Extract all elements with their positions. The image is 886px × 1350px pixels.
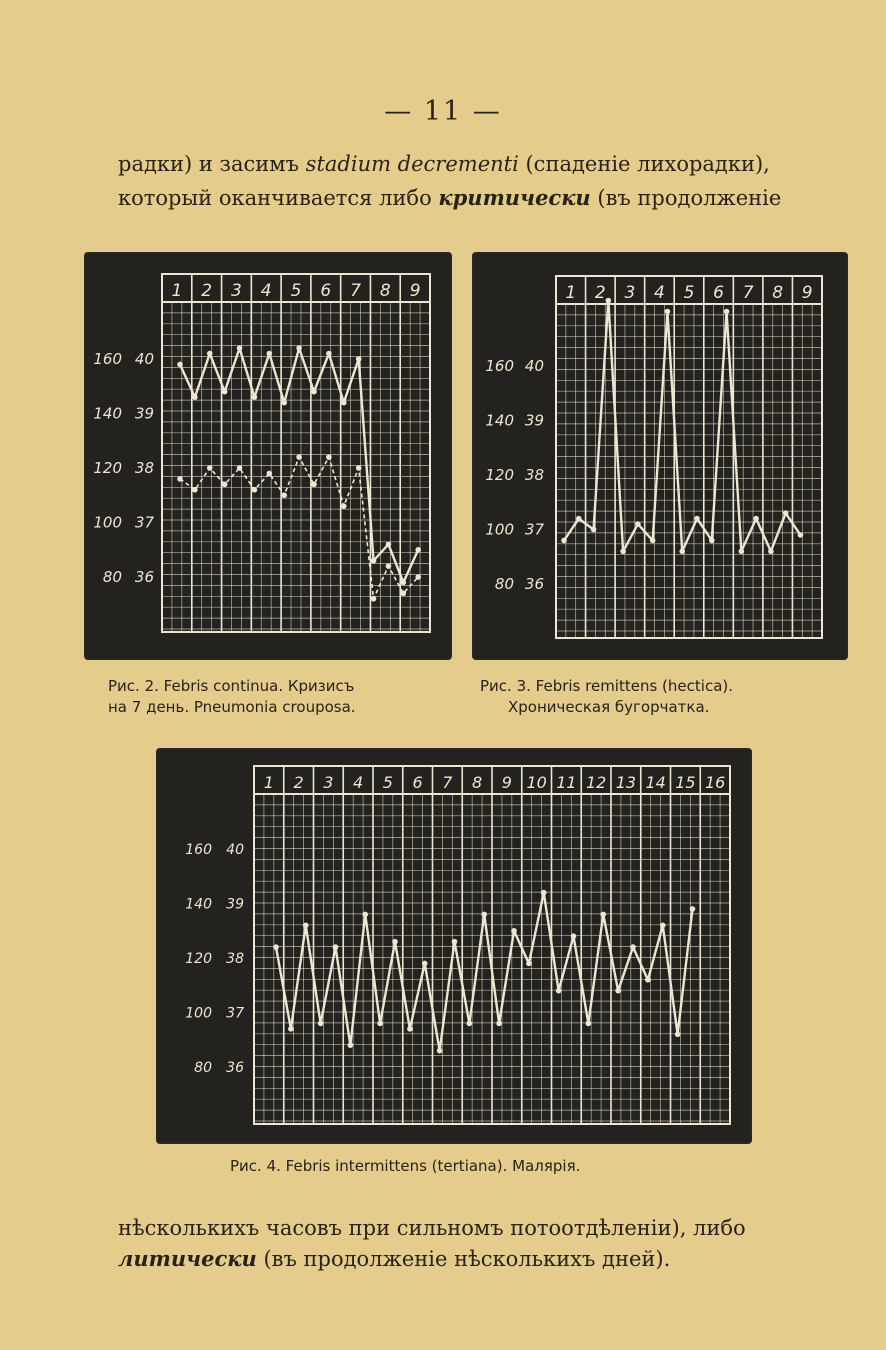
temperature-data-point	[768, 549, 774, 555]
temperature-data-point	[392, 939, 398, 945]
day-tick-label: 5	[382, 773, 393, 792]
pulse-axis-label: 80	[494, 575, 514, 593]
temperature-data-point	[798, 532, 804, 538]
temperature-data-point	[452, 939, 458, 945]
pulse-data-point	[415, 574, 421, 580]
temperature-data-point	[296, 345, 302, 351]
figure-3-caption-line-2: Хроническая бугорчатка.	[508, 698, 710, 716]
pulse-axis-label: 160	[185, 842, 212, 858]
grid-frame	[556, 276, 822, 638]
figure-4-caption: Рис. 4. Febris intermittens (tertiana). Малярія.	[230, 1157, 581, 1175]
day-tick-label: 7	[742, 283, 754, 303]
temperature-data-point	[650, 538, 656, 544]
day-tick-label: 6	[320, 281, 332, 301]
day-tick-label: 11	[556, 773, 577, 792]
figure-3-svg	[472, 252, 848, 660]
figure-3-caption-line-1: Рис. 3. Febris remittens (hectica).	[480, 677, 734, 695]
bottom-paragraph-line-2	[118, 1244, 808, 1274]
temperature-data-point	[318, 1021, 324, 1027]
pulse-data-point	[192, 487, 198, 493]
temperature-data-point	[467, 1021, 473, 1027]
temperature-data-point	[422, 961, 428, 967]
temperature-series-line	[564, 301, 800, 552]
temperature-data-point	[541, 890, 547, 896]
temperature-axis-label: 36	[226, 1060, 244, 1076]
day-tick-label: 2	[293, 773, 304, 792]
figure-2-caption-line-2: на 7 день. Pneumonia crouposa.	[108, 698, 356, 716]
figure-4-svg	[156, 748, 752, 1144]
temperature-data-point	[401, 580, 407, 586]
text-segment: радки) и засимъ	[118, 152, 306, 176]
figure-2-svg	[84, 252, 452, 660]
temperature-data-point	[675, 1032, 681, 1038]
day-tick-label: 9	[409, 281, 421, 301]
temperature-data-point	[591, 527, 597, 533]
temperature-data-point	[511, 928, 517, 934]
pulse-data-point	[326, 454, 332, 460]
day-tick-label: 4	[260, 281, 272, 301]
pulse-data-point	[281, 492, 287, 498]
figure-2-chart	[84, 252, 452, 660]
temperature-axis-label: 39	[134, 404, 154, 423]
day-tick-label: 5	[290, 281, 302, 301]
temperature-data-point	[679, 549, 685, 555]
temperature-data-point	[386, 542, 392, 548]
temperature-axis-label: 38	[134, 459, 154, 477]
figure-2-caption-line-1: Рис. 2. Febris continua. Кризисъ	[108, 677, 355, 695]
figure-4-chart	[156, 748, 752, 1144]
day-tick-label: 16	[704, 773, 726, 792]
temperature-data-point	[660, 923, 666, 929]
temperature-data-point	[237, 345, 243, 351]
temperature-data-point	[783, 510, 789, 516]
temperature-axis-label: 37	[524, 520, 544, 539]
temperature-data-point	[362, 912, 368, 918]
temperature-data-point	[267, 351, 273, 357]
top-paragraph-line-1	[118, 150, 808, 179]
pulse-data-point	[341, 503, 347, 509]
temperature-data-point	[222, 389, 228, 395]
pulse-axis-label: 100	[185, 1005, 212, 1022]
temperature-data-point	[333, 944, 339, 950]
temperature-data-point	[356, 356, 362, 362]
temperature-data-point	[273, 944, 279, 950]
temperature-data-point	[576, 516, 582, 522]
temperature-data-point	[341, 400, 347, 406]
temperature-data-point	[192, 394, 198, 400]
top-paragraph-line-2	[118, 183, 808, 213]
temperature-axis-label: 40	[226, 842, 244, 858]
temperature-data-point	[630, 944, 636, 950]
day-tick-label: 8	[472, 773, 483, 792]
temperature-data-point	[326, 351, 332, 357]
temperature-data-point	[303, 923, 309, 929]
day-tick-label: 6	[412, 773, 423, 792]
temperature-data-point	[586, 1021, 592, 1027]
day-tick-label: 4	[654, 283, 665, 303]
pulse-data-point	[267, 471, 273, 477]
day-tick-label: 2	[201, 281, 213, 301]
day-tick-label: 5	[683, 283, 695, 303]
temperature-data-point	[665, 309, 671, 315]
day-tick-label: 14	[645, 773, 666, 792]
italic-term: литически	[118, 1246, 257, 1271]
pulse-data-point	[252, 487, 258, 493]
italic-term: критически	[438, 185, 591, 210]
pulse-axis-label: 160	[485, 357, 514, 375]
pulse-data-point	[177, 476, 183, 482]
pulse-axis-label: 140	[93, 404, 122, 423]
temperature-axis-label: 37	[134, 513, 154, 532]
temperature-data-point	[600, 912, 606, 918]
temperature-data-point	[635, 521, 641, 527]
pulse-axis-label: 80	[194, 1060, 212, 1076]
temperature-axis-label: 37	[226, 1005, 244, 1022]
text-segment: (въ продолженіе нѣсколькихъ дней).	[256, 1247, 671, 1271]
pulse-data-point	[311, 482, 317, 488]
pulse-axis-label: 120	[485, 466, 514, 484]
day-tick-label: 7	[350, 281, 361, 301]
temperature-axis-label: 40	[134, 350, 154, 368]
day-tick-label: 8	[379, 281, 391, 301]
temperature-data-point	[561, 538, 567, 544]
figure-3-chart	[472, 252, 848, 660]
pulse-axis-label: 160	[93, 350, 122, 368]
temperature-data-point	[252, 394, 258, 400]
temperature-data-point	[724, 309, 730, 315]
temperature-data-point	[606, 298, 612, 304]
temperature-axis-label: 40	[524, 357, 544, 375]
temperature-data-point	[526, 961, 532, 967]
pulse-axis-label: 100	[485, 520, 514, 539]
temperature-data-point	[753, 516, 759, 522]
pulse-axis-label: 80	[102, 568, 122, 586]
day-tick-label: 1	[565, 283, 577, 303]
italic-term: stadium decrementi	[305, 152, 519, 176]
temperature-data-point	[709, 538, 715, 544]
day-tick-label: 2	[594, 283, 606, 303]
temperature-axis-label: 38	[226, 951, 244, 967]
pulse-axis-label: 140	[485, 411, 514, 430]
day-tick-label: 4	[353, 773, 364, 792]
pulse-data-point	[401, 591, 407, 597]
temperature-data-point	[288, 1026, 294, 1032]
temperature-axis-label: 38	[524, 466, 544, 484]
temperature-data-point	[281, 400, 287, 406]
temperature-data-point	[311, 389, 317, 395]
day-tick-label: 13	[615, 773, 637, 792]
pulse-data-point	[207, 465, 213, 471]
temperature-axis-label: 36	[134, 568, 154, 586]
day-tick-label: 3	[323, 773, 334, 792]
day-tick-label: 9	[801, 283, 813, 303]
temperature-data-point	[496, 1021, 502, 1027]
day-tick-label: 1	[263, 773, 274, 792]
bottom-paragraph-line-1: нѣсколькихъ часовъ при сильномъ потоотдѣленіи), либо	[118, 1216, 746, 1240]
grid-frame	[162, 274, 430, 632]
day-tick-label: 15	[675, 773, 696, 792]
temperature-data-point	[407, 1026, 413, 1032]
pulse-data-point	[371, 596, 377, 602]
temperature-data-point	[620, 549, 626, 555]
temperature-axis-label: 39	[524, 411, 544, 430]
temperature-data-point	[437, 1048, 443, 1054]
temperature-data-point	[739, 549, 745, 555]
page-number: — 11 —	[384, 96, 502, 127]
temperature-data-point	[694, 516, 700, 522]
day-tick-label: 3	[624, 283, 636, 303]
pulse-data-point	[356, 465, 362, 471]
temperature-axis-label: 36	[524, 575, 544, 593]
text-segment: (спаденіе лихорадки),	[518, 152, 770, 176]
temperature-data-point	[348, 1042, 354, 1048]
temperature-data-point	[481, 912, 487, 918]
day-tick-label: 12	[585, 773, 607, 792]
temperature-data-point	[207, 351, 213, 357]
pulse-data-point	[386, 563, 392, 569]
pulse-axis-label: 140	[185, 896, 212, 913]
pulse-axis-label: 100	[93, 513, 122, 532]
temperature-data-point	[615, 988, 621, 994]
text-segment: который оканчивается либо	[118, 186, 439, 210]
temperature-data-point	[571, 933, 577, 939]
day-tick-label: 3	[231, 281, 242, 301]
temperature-data-point	[377, 1021, 383, 1027]
pulse-axis-label: 120	[185, 951, 212, 967]
day-tick-label: 10	[526, 773, 547, 792]
pulse-data-point	[237, 465, 243, 471]
temperature-data-point	[556, 988, 562, 994]
temperature-data-point	[645, 977, 651, 983]
temperature-data-point	[415, 547, 421, 553]
temperature-data-point	[371, 558, 377, 564]
day-tick-label: 7	[442, 773, 453, 792]
pulse-axis-label: 120	[93, 459, 122, 477]
temperature-axis-label: 39	[226, 896, 244, 913]
text-segment: (въ продолженіе	[590, 186, 782, 210]
pulse-series-line	[180, 457, 418, 599]
day-tick-label: 6	[713, 283, 724, 303]
temperature-data-point	[177, 362, 183, 368]
day-tick-label: 1	[171, 281, 183, 301]
day-tick-label: 8	[772, 283, 784, 303]
pulse-data-point	[296, 454, 302, 460]
temperature-data-point	[690, 906, 696, 912]
pulse-data-point	[222, 482, 228, 488]
day-tick-label: 9	[501, 773, 512, 792]
